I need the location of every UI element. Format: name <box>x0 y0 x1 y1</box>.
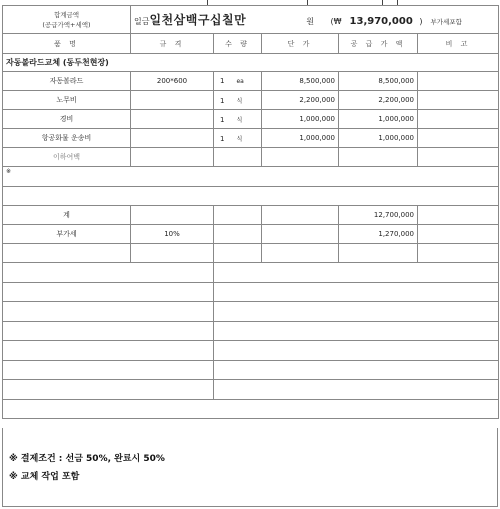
header-qty: 수 량 <box>214 34 262 54</box>
quotation-document <box>2 0 498 509</box>
item-qty <box>214 91 262 110</box>
vat-label: 부가세 <box>3 225 131 244</box>
item-amount: 2,200,000 <box>339 91 418 110</box>
line-item-row <box>3 72 499 91</box>
item-qty-unit: 식 <box>236 135 243 143</box>
header-remarks: 비 고 <box>418 34 499 54</box>
line-item-row <box>3 129 499 148</box>
amount-prefix: 일금 <box>134 17 150 26</box>
item-amount: 1,000,000 <box>339 110 418 129</box>
item-unit-price: 1,000,000 <box>262 129 339 148</box>
item-spec: 200*600 <box>131 72 214 91</box>
item-qty-value: 1 <box>220 134 225 143</box>
item-unit-price: 1,000,000 <box>262 110 339 129</box>
item-qty-value: 1 <box>220 96 225 105</box>
item-remarks <box>418 110 499 129</box>
item-name: 경비 <box>3 110 131 129</box>
subtotal-row <box>3 206 499 225</box>
header-unit-price: 단 가 <box>262 34 339 54</box>
item-qty-value: 1 <box>220 115 225 124</box>
item-remarks <box>418 72 499 91</box>
item-amount: 8,500,000 <box>339 72 418 91</box>
section-title: 자동볼라드교체 (동두천현장) <box>3 54 499 72</box>
item-spec <box>131 110 214 129</box>
vat-rate: 10% <box>131 225 214 244</box>
subtotal-label: 계 <box>3 206 131 225</box>
work-scope-note: ※ 교체 작업 포함 <box>9 472 80 482</box>
header-item: 품 명 <box>3 34 131 54</box>
blank-row <box>3 282 499 302</box>
item-name: 이하여백 <box>3 148 131 167</box>
item-name: 항공화물 운송비 <box>3 129 131 148</box>
item-name: 자동볼라드 <box>3 72 131 91</box>
blank-row <box>3 302 499 322</box>
currency-open: (₩ <box>330 17 342 26</box>
amount-in-words: 일천삼백구십칠만 <box>149 13 247 27</box>
blank-row <box>3 360 499 380</box>
line-item-row <box>3 148 499 167</box>
item-spec <box>131 148 214 167</box>
won-label: 원 <box>306 17 314 26</box>
blank-rows <box>3 263 499 419</box>
section-row <box>3 54 499 72</box>
item-unit-price: 8,500,000 <box>262 72 339 91</box>
item-qty <box>214 72 262 91</box>
item-qty-unit: 식 <box>236 97 243 105</box>
line-item-row <box>3 91 499 110</box>
column-headers <box>3 34 499 54</box>
amount-number: 13,970,000 <box>349 16 413 27</box>
subtotal-amount: 12,700,000 <box>339 206 418 225</box>
total-label: 합계금액 (공급가액+세액) <box>3 6 131 34</box>
item-remarks <box>418 91 499 110</box>
currency-close: ) <box>419 17 423 26</box>
item-qty <box>214 129 262 148</box>
vat-amount: 1,270,000 <box>339 225 418 244</box>
item-spec <box>131 91 214 110</box>
blank-row <box>3 321 499 341</box>
blank-row <box>3 263 499 283</box>
blank-row <box>3 341 499 361</box>
item-qty <box>214 148 262 167</box>
payment-terms-note: ※ 결제조건 : 선금 50%, 완료시 50% <box>9 454 165 464</box>
item-amount <box>339 148 418 167</box>
payment-notes <box>2 428 498 507</box>
marker-row <box>3 167 499 187</box>
marker: ※ <box>3 167 499 187</box>
item-unit-price <box>262 148 339 167</box>
item-remarks <box>418 129 499 148</box>
item-remarks <box>418 148 499 167</box>
item-qty <box>214 110 262 129</box>
header-spec: 규 격 <box>131 34 214 54</box>
empty-row <box>3 244 499 263</box>
total-amount-cell <box>131 6 499 34</box>
total-amount-row <box>3 6 499 34</box>
header-supply-amount: 공 급 가 액 <box>339 34 418 54</box>
item-rows <box>3 72 499 167</box>
blank-row <box>3 399 499 419</box>
quotation-table <box>2 5 499 419</box>
item-qty-unit: 식 <box>236 116 243 124</box>
line-item-row <box>3 110 499 129</box>
item-unit-price: 2,200,000 <box>262 91 339 110</box>
vat-row <box>3 225 499 244</box>
empty-row <box>3 187 499 206</box>
item-qty-value: 1 <box>220 77 225 85</box>
blank-row <box>3 380 499 400</box>
item-amount: 1,000,000 <box>339 129 418 148</box>
item-qty-unit: ea <box>236 78 244 85</box>
tax-note: 부가세포함 <box>430 18 462 26</box>
item-name: 노무비 <box>3 91 131 110</box>
item-spec <box>131 129 214 148</box>
